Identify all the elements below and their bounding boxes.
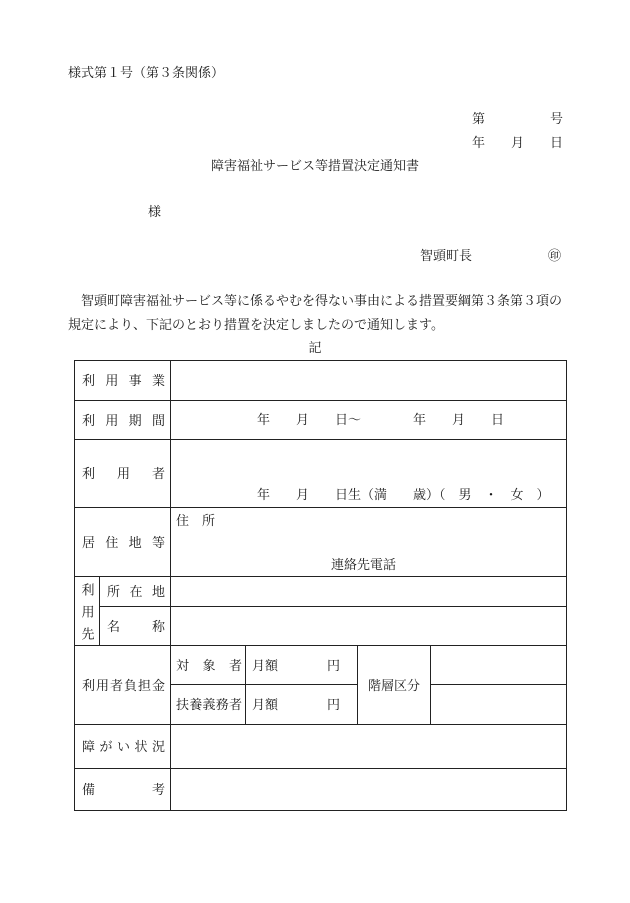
burden-guardian-amount-cell [246,685,358,725]
burden-target-monthly-label: 月額 [252,657,279,673]
period-label-cell [75,401,171,440]
burden-target-label: 対象者 [176,657,242,673]
burden-guardian-label-cell [171,685,246,725]
facility-location-label-cell [100,577,171,607]
facility-location-label: 所在地 [107,584,165,599]
addressee-honorific: 様 [148,204,162,219]
period-value-cell [171,401,567,440]
burden-label-cell [75,646,171,725]
burden-guardian-label: 扶養義務者 [176,697,242,712]
user-birth-line: 年 月 日生（満 歳）（ 男 ・ 女 ） [257,487,550,502]
user-value-cell [171,440,567,508]
facility-name-value-cell [171,607,567,646]
facility-label-cell [75,577,100,646]
residence-label: 居住地等 [82,534,165,550]
body-text-line-1: 智頭町障害福祉サービス等に係るやむを得ない事由による措置要綱第３条第３項の [68,293,563,308]
document-date-line: 年 月 日 [472,135,564,150]
facility-name-label-cell [100,607,171,646]
decision-table [74,360,567,811]
seal-mark: ㊞ [548,248,562,263]
user-label-cell [75,440,171,508]
burden-label: 利用者負担金 [82,677,165,693]
disability-label-cell [75,725,171,769]
remarks-value-cell [171,769,567,811]
user-label: 利用者 [82,466,165,481]
disability-value-cell [171,725,567,769]
service-label-cell [75,361,171,401]
service-label: 利用事業 [82,373,165,388]
income-bracket-label: 階層区分 [367,677,420,693]
phone-label: 連絡先電話 [331,557,397,572]
note-heading: 記 [308,340,322,355]
issuer-name: 智頭町長 [420,248,473,263]
income-bracket-value-cell-1 [431,646,567,685]
address-label: 住 所 [176,513,216,528]
document-title: 障害福祉サービス等措置決定通知書 [210,158,419,173]
burden-guardian-monthly-label: 月額 [252,697,279,712]
facility-name-label: 名称 [107,618,165,634]
residence-value-cell [171,508,567,577]
body-text-line-2: 規定により、下記のとおり措置を決定しましたので通知します。 [68,317,444,332]
period-label: 利用期間 [82,412,165,428]
residence-label-cell [75,508,171,577]
document-number-line: 第 号 [472,111,564,126]
burden-target-yen-unit: 円 [327,657,341,673]
income-bracket-label-cell [358,646,431,725]
remarks-label: 備考 [82,782,165,797]
burden-target-amount-cell [246,646,358,685]
period-date-range: 年 月 日～ 年 月 日 [257,412,505,427]
facility-location-value-cell [171,577,567,607]
remarks-label-cell [75,769,171,811]
service-value-cell [171,361,567,401]
facility-label: 利用先 [79,582,95,640]
income-bracket-value-cell-2 [431,685,567,725]
disability-label: 障がい状況 [82,739,165,754]
form-number: 様式第１号（第３条関係） [68,65,225,80]
burden-guardian-yen-unit: 円 [327,697,341,712]
burden-target-label-cell [171,646,246,685]
